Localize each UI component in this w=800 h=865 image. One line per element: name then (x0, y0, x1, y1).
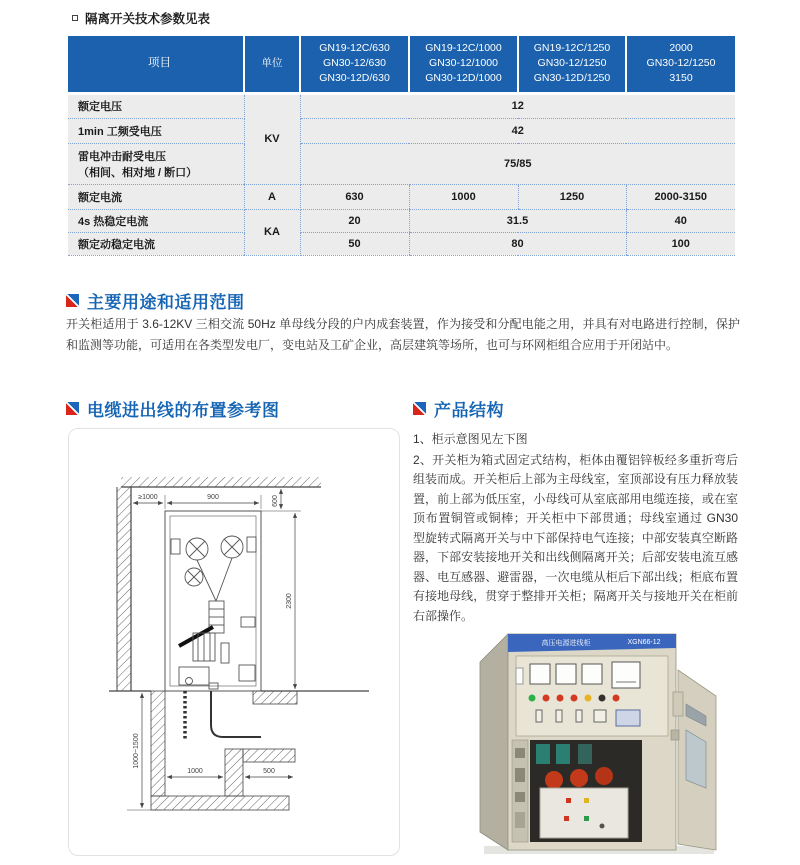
section-heading-structure (413, 396, 504, 421)
nameplate-text: 高压电源进线柜 (541, 640, 591, 647)
table-row-lightning-impulse (68, 143, 735, 184)
meter-3 (582, 664, 602, 684)
col-header-model-1000: GN19-12C/1000 GN30-12/1000 GN30-12D/1000 (409, 36, 518, 93)
table-row-rated-current (68, 184, 735, 209)
value-cell: 100 (626, 232, 735, 255)
wall-hatch (117, 487, 131, 691)
usage-heading-text: 主要用途和适用范围 (87, 293, 245, 312)
structure-heading-text: 产品结构 (434, 401, 504, 420)
door-handle (516, 668, 523, 684)
table-row-power-frequency (68, 118, 735, 143)
table-row-thermal-current (68, 209, 735, 232)
product-photo (466, 612, 738, 862)
insulator-3 (595, 767, 613, 785)
spec-table (68, 36, 735, 256)
col-header-unit (244, 36, 300, 93)
col-header-item-label: 项目 (148, 57, 171, 70)
insulator-1 (545, 771, 563, 789)
value-cell: 80 (409, 232, 626, 255)
col-header-unit-label: 单位 (261, 57, 283, 70)
unit-cell-kv: KV (244, 93, 300, 184)
breaker-compartment (530, 740, 642, 842)
cable-heading-text: 电缆进出线的布置参考图 (87, 401, 280, 420)
dim-cabinet-height: 2300 (286, 593, 293, 609)
table-row-dynamic-current (68, 232, 735, 255)
dim-top-clearance: 600 (272, 495, 279, 507)
unit-cell-a: A (244, 184, 300, 209)
col-header-item (68, 36, 244, 93)
meter-2 (556, 664, 576, 684)
col-header-model-630: GN19-12C/630 GN30-12/630 GN30-12D/630 (300, 36, 409, 93)
spec-table-body (68, 93, 735, 255)
open-door (671, 670, 716, 850)
value-cell: 42 (300, 118, 735, 143)
structure-item-2: 2、开关柜为箱式固定式结构，柜体由覆铝锌板经多重折弯后组装而成。开关柜后上部为主母线室，室顶部设有压力释放装置，前上部为低压室，小母线可从室底部用电缆连接，或在室顶布置铜管或铜棒；开关柜中下部贯通；母线室通过 GN30 型旋转式隔离开关与中下部保持电气连接；中部安装真空断路器，下部安装接地开关和出线侧隔离开关；后部安装电流互感器、电互感器、避雷器，一次电缆从柜后下部出线；柜底布置有接地母线，贯穿于整排开关柜；隔离开关与接地开关在柜前右部操作。 (413, 452, 738, 623)
nameplate-model: XGN66-12 (627, 639, 661, 646)
value-cell: 31.5 (409, 209, 626, 232)
value-cell: 1000 (409, 184, 518, 209)
door-hinge (671, 730, 679, 740)
row-label: 1min 工频受电压 (68, 118, 244, 143)
value-cell: 75/85 (300, 143, 735, 184)
ceiling-hatch (121, 477, 321, 487)
instrument-panel (516, 656, 668, 736)
dim-trench-width: 1000 (187, 768, 203, 775)
cable-diagram-panel (68, 428, 400, 856)
section-marker-icon (66, 402, 79, 415)
cabinet-side-panel (480, 634, 508, 850)
square-bullet-icon (72, 15, 78, 21)
section-marker-icon (66, 294, 79, 307)
doc-title-text: 隔离开关技术参数见表 (85, 12, 211, 26)
cable-and-ground-bus (185, 691, 261, 741)
row-label: 雷电冲击耐受电压 （相间、相对地 / 断口） (68, 143, 244, 184)
vacuum-breaker-truck (540, 788, 628, 838)
usage-paragraph: 开关柜适用于 3.6-12KV 三相交流 50Hz 单母线分段的户内成套装置，作为接受和分配电能之用，并具有对电路进行控制，保护和监测等功能，可适用在各类型发电厂，变电站及工矿企业，高层建筑等场所，也可与环网柜组合应用于开闭站中。 (66, 317, 740, 352)
cabinet-internal-components (171, 536, 256, 689)
structure-item-1: 1、柜示意图见左下图 (413, 432, 528, 446)
value-cell: 12 (300, 93, 735, 118)
cable-arrangement-drawing (69, 429, 399, 855)
insulator-2 (570, 769, 588, 787)
unit-cell-ka: KA (244, 209, 300, 255)
value-cell: 40 (626, 209, 735, 232)
row-label: 4s 热稳定电流 (68, 209, 244, 232)
value-cell: 630 (300, 184, 409, 209)
col-header-model-2000: 2000 GN30-12/1250 3150 (626, 36, 735, 93)
dim-trench-depth: 1000~1500 (133, 733, 140, 769)
table-row-rated-voltage (68, 93, 735, 118)
row-label: 额定电流 (68, 184, 244, 209)
value-cell: 1250 (518, 184, 626, 209)
structure-text-block (413, 430, 738, 627)
section-marker-icon (413, 402, 426, 415)
cable-trench (151, 691, 297, 810)
col-header-model-1250: GN19-12C/1250 GN30-12/1250 GN30-12D/1250 (518, 36, 626, 93)
value-cell: 2000-3150 (626, 184, 735, 209)
row-label: 额定动稳定电流 (68, 232, 244, 255)
value-cell: 20 (300, 209, 409, 232)
section-heading-cable-diagram (66, 396, 280, 421)
section-heading-usage (66, 288, 245, 313)
row-label: 额定电压 (68, 93, 244, 118)
multifunction-meter (612, 662, 640, 688)
doc-title (72, 9, 210, 27)
spec-table-header (68, 36, 735, 93)
value-cell: 50 (300, 232, 409, 255)
dim-wall-clearance: ≥1000 (138, 494, 158, 501)
switchgear-cabinet-photo (466, 612, 738, 862)
dim-cabinet-width: 900 (207, 494, 219, 501)
meter-1 (530, 664, 550, 684)
dim-step-width: 500 (263, 768, 275, 775)
